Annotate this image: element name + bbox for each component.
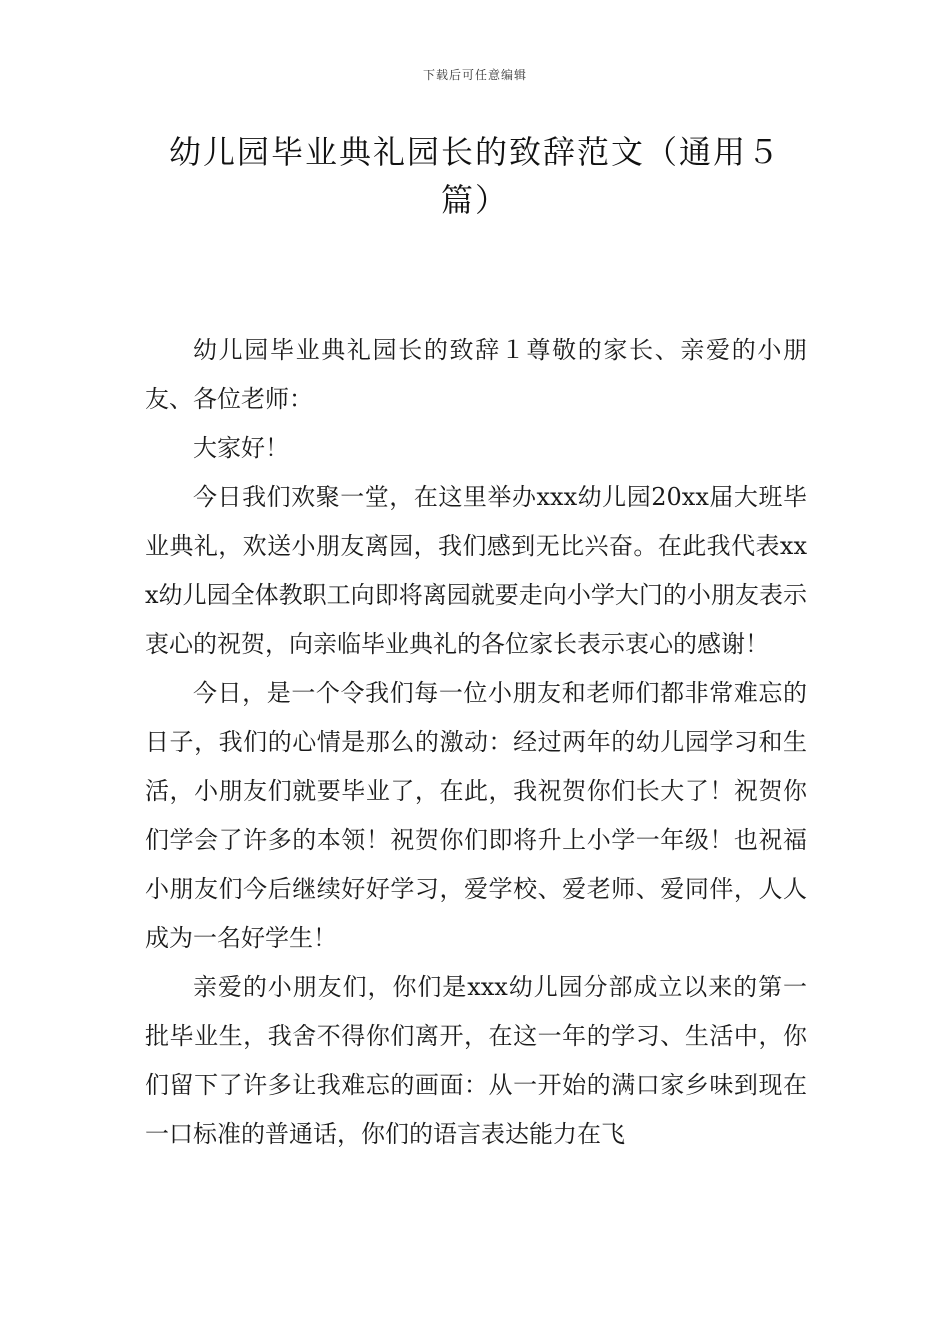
document-body [145, 326, 807, 1159]
paragraph-5: 亲爱的小朋友们，你们是xxx幼儿园分部成立以来的第一批毕业生，我舍不得你们离开，在这一年的学习、生活中，你们留下了许多让我难忘的画面：从一开始的满口家乡味到现在一口标准的普通话，你们的语言表达能力在飞 [145, 973, 807, 1148]
document-title: 幼儿园毕业典礼园长的致辞范文（通用５篇） [168, 133, 781, 219]
paragraph-3: 今日我们欢聚一堂，在这里举办xxx幼儿园20xx届大班毕业典礼，欢送小朋友离园，我们感到无比兴奋。在此我代表xxx幼儿园全体教职工向即将离园就要走向小学大门的小朋友表示衷心的祝贺，向亲临毕业典礼的各位家长表示衷心的感谢！ [145, 483, 807, 658]
paragraph-4: 今日，是一个令我们每一位小朋友和老师们都非常难忘的日子，我们的心情是那么的激动：经过两年的幼儿园学习和生活，小朋友们就要毕业了，在此，我祝贺你们长大了！祝贺你们学会了许多的本领！祝贺你们即将升上小学一年级！也祝福小朋友们今后继续好好学习，爱学校、爱老师、爱同伴，人人成为一名好学生！ [145, 679, 807, 952]
paragraph-2: 大家好！ [193, 434, 289, 462]
header-note: 下载后可任意编辑 [422, 68, 527, 82]
paragraph-1: 幼儿园毕业典礼园长的致辞１尊敬的家长、亲爱的小朋友、各位老师： [145, 336, 807, 413]
